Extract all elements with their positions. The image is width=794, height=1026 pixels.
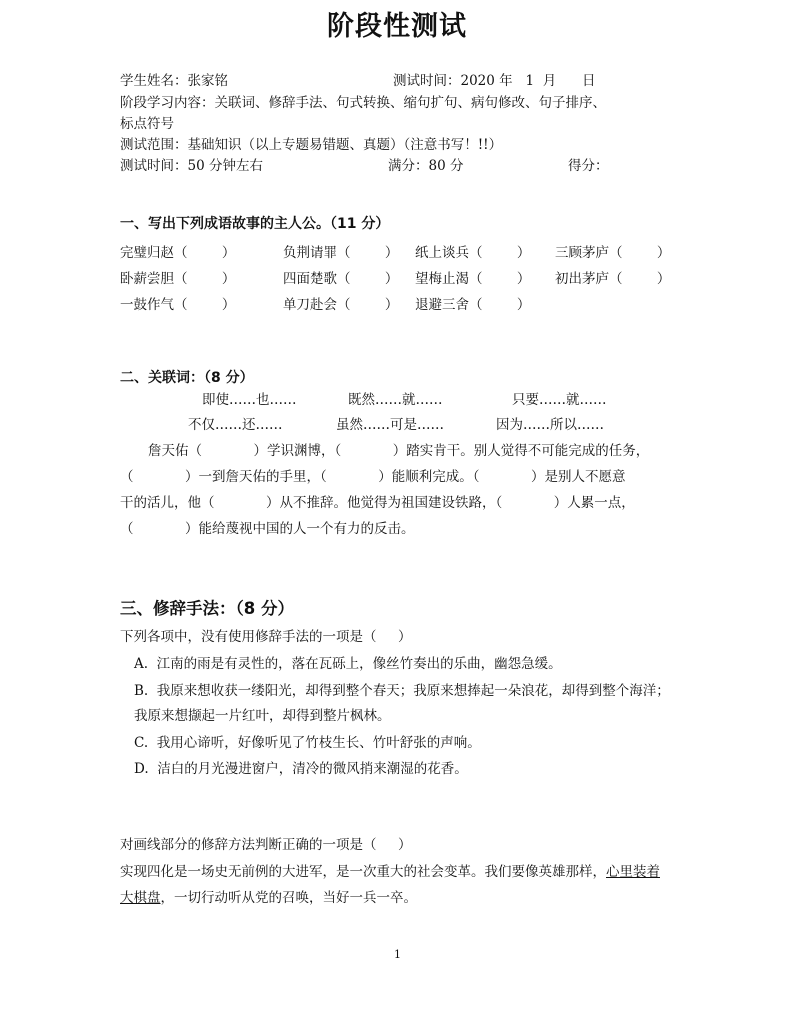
full-score: 满分：80 分 [388,158,464,174]
section2-heading: 二、关联词：（8 分） [120,370,254,386]
underlined-phrase: 大棋盘 [120,890,161,906]
idiom-item: 一鼓作气（ ） [120,297,236,313]
test-scope: 测试范围：基础知识（以上专题易错题、真题）（注意书写！!!） [120,137,503,153]
question-text [120,888,417,908]
test-date: 测试时间：2020 年 1 月 日 [393,73,596,89]
learning-content: 阶段学习内容：关联词、修辞手法、句式转换、缩句扩句、病句修改、句子排序、 [120,95,606,111]
section1-heading: 一、写出下列成语故事的主人公。（11 分） [120,216,390,232]
idiom-item: 完璧归赵（ ） [120,245,236,261]
score: 得分： [568,158,609,174]
idiom-item: 初出茅庐（ ） [555,271,671,287]
learning-content-cont: 标点符号 [120,116,174,132]
option-a: A. 江南的雨是有灵性的，落在瓦砾上，像丝竹奏出的乐曲，幽怨急缓。 [134,656,562,672]
test-duration: 测试时间：50 分钟左右 [120,158,263,174]
conjunction-pair: 只要……就…… [512,392,607,408]
conjunction-pair: 因为……所以…… [496,417,604,433]
question-text-plain: ，一切行动听从党的召唤，当好一兵一卒。 [160,890,417,906]
underlined-phrase: 心里装着 [606,864,660,880]
question-text-plain: 实现四化是一场史无前例的大进军，是一次重大的社会变革。我们要像英雄那样， [120,864,606,880]
question-stem: 下列各项中，没有使用修辞手法的一项是（ ） [120,629,412,645]
section3-heading: 三、修辞手法：（8 分） [120,599,294,618]
passage-line: 詹天佑（ ）学识渊博，（ ）踏实肯干。别人觉得不可能完成的任务， [148,443,650,459]
page-title: 阶段性测试 [327,11,467,42]
conjunction-pair: 既然……就…… [348,392,443,408]
student-name: 学生姓名：张家铭 [120,73,228,89]
idiom-item: 望梅止渴（ ） [415,271,531,287]
option-d: D. 洁白的月光漫进窗户，清冷的微风捎来潮湿的花香。 [134,761,468,777]
question-text [120,862,660,882]
idiom-item: 三顾茅庐（ ） [555,245,671,261]
option-c: C. 我用心谛听，好像听见了竹枝生长、竹叶舒张的声响。 [134,735,481,751]
conjunction-pair: 虽然……可是…… [336,417,444,433]
passage-line: 干的活儿，他（ ）从不推辞。他觉得为祖国建设铁路，（ ）人累一点， [120,495,635,511]
idiom-item: 退避三舍（ ） [415,297,531,313]
option-b: B. 我原来想收获一缕阳光，却得到整个春天；我原来想捧起一朵浪花，却得到整个海洋； [134,683,670,699]
passage-line: （ ）能给蔑视中国的人一个有力的反击。 [120,521,415,537]
passage-line: （ ）一到詹天佑的手里，（ ）能顺利完成。（ ）是别人不愿意 [120,469,626,485]
option-b-cont: 我原来想撷起一片红叶，却得到整片枫林。 [134,708,391,724]
idiom-item: 卧薪尝胆（ ） [120,271,236,287]
page-number: 1 [394,948,401,961]
idiom-item: 单刀赴会（ ） [283,297,399,313]
question-stem: 对画线部分的修辞方法判断正确的一项是（ ） [120,837,412,853]
idiom-item: 四面楚歌（ ） [283,271,399,287]
conjunction-pair: 即使……也…… [202,392,297,408]
idiom-item: 纸上谈兵（ ） [415,245,531,261]
conjunction-pair: 不仅……还…… [188,417,283,433]
idiom-item: 负荆请罪（ ） [283,245,399,261]
